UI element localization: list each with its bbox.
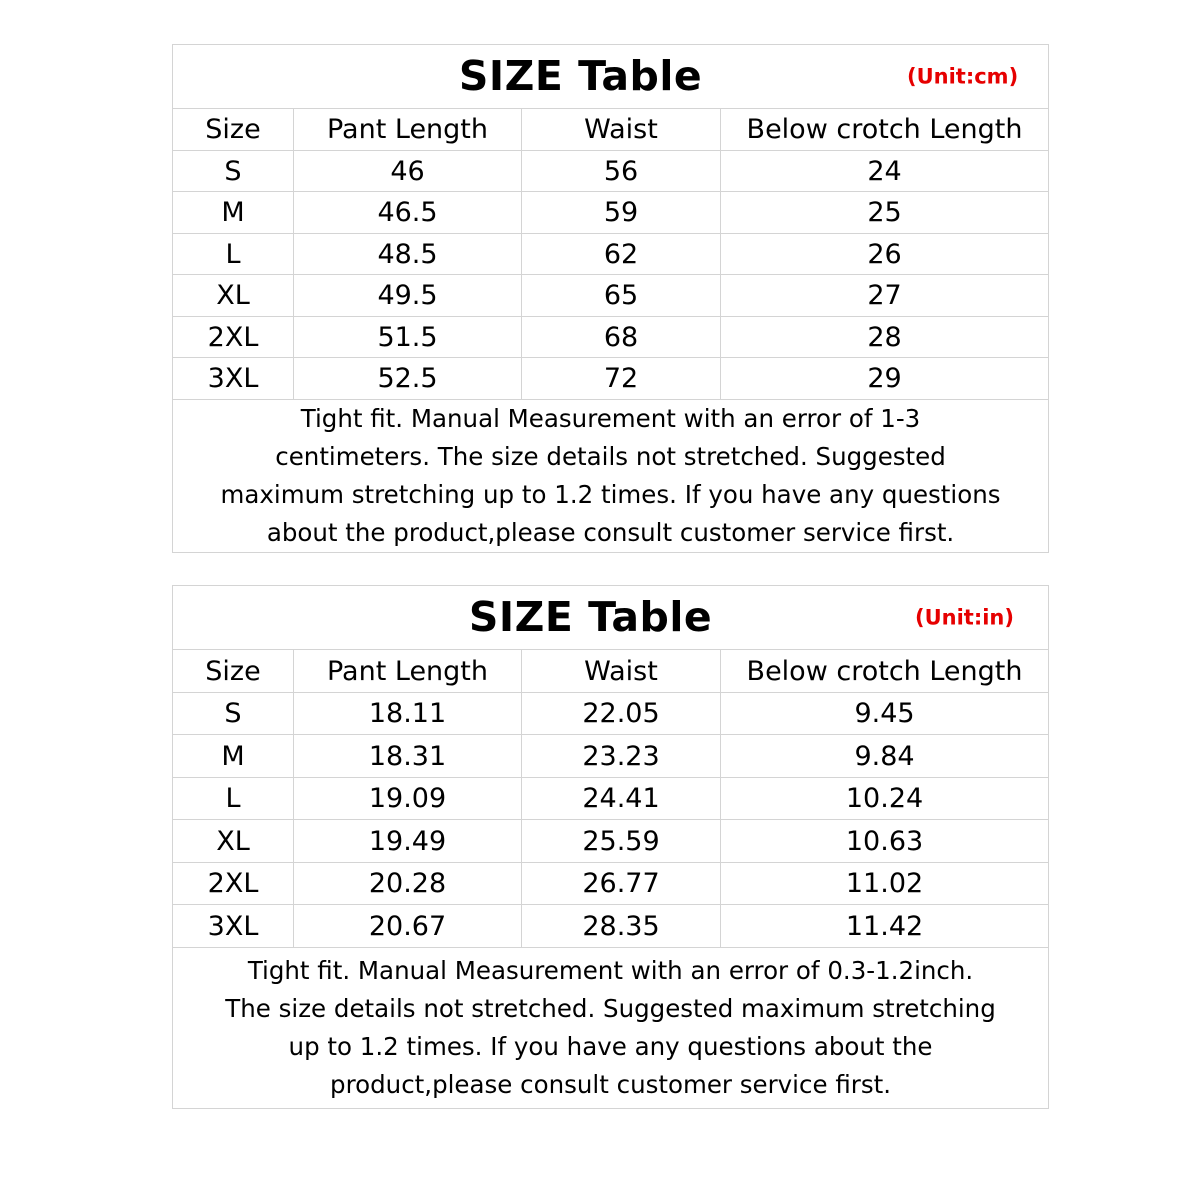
table-note	[173, 948, 1049, 1109]
note-line: Tight fit. Manual Measurement with an error of 1-3	[300, 404, 921, 433]
cell-waist: 28.35	[522, 905, 721, 948]
table-row	[173, 905, 1049, 948]
cell-pant-length: 48.5	[294, 234, 522, 275]
table-note	[173, 400, 1049, 553]
unit-label: (Unit:in)	[915, 605, 1014, 629]
cell-pant-length: 51.5	[294, 317, 522, 358]
header-below-crotch-length: Below crotch Length	[721, 109, 1049, 151]
cell-waist: 26.77	[522, 863, 721, 905]
header-pant-length: Pant Length	[294, 650, 522, 693]
cell-waist: 24.41	[522, 778, 721, 820]
cell-below-crotch-length: 29	[721, 358, 1049, 400]
cell-size: XL	[173, 820, 294, 863]
cell-below-crotch-length: 10.24	[721, 778, 1049, 820]
cell-pant-length: 46	[294, 151, 522, 192]
cell-below-crotch-length: 10.63	[721, 820, 1049, 863]
header-row	[173, 109, 1049, 151]
cell-pant-length: 52.5	[294, 358, 522, 400]
cell-pant-length: 19.09	[294, 778, 522, 820]
header-below-crotch-length: Below crotch Length	[721, 650, 1049, 693]
cell-size: M	[173, 735, 294, 778]
header-size: Size	[173, 109, 294, 151]
table-row	[173, 863, 1049, 905]
size-table-in	[172, 585, 1049, 1109]
cell-pant-length: 49.5	[294, 275, 522, 317]
cell-below-crotch-length: 11.42	[721, 905, 1049, 948]
header-waist: Waist	[522, 650, 721, 693]
cell-below-crotch-length: 26	[721, 234, 1049, 275]
table-row	[173, 317, 1049, 358]
cell-size: L	[173, 778, 294, 820]
note-line: up to 1.2 times. If you have any questions about the	[288, 1032, 933, 1061]
cell-waist: 65	[522, 275, 721, 317]
header-pant-length: Pant Length	[294, 109, 522, 151]
cell-waist: 56	[522, 151, 721, 192]
cell-pant-length: 18.11	[294, 693, 522, 735]
cell-below-crotch-length: 27	[721, 275, 1049, 317]
cell-below-crotch-length: 25	[721, 192, 1049, 234]
cell-size: 2XL	[173, 863, 294, 905]
table-row	[173, 192, 1049, 234]
cell-size: L	[173, 234, 294, 275]
table-row	[173, 693, 1049, 735]
cell-waist: 68	[522, 317, 721, 358]
cell-pant-length: 46.5	[294, 192, 522, 234]
cell-below-crotch-length: 24	[721, 151, 1049, 192]
cell-below-crotch-length: 9.84	[721, 735, 1049, 778]
note-line: The size details not stretched. Suggested maximum stretching	[225, 994, 996, 1024]
size-table-cm	[172, 44, 1049, 553]
note-line: centimeters. The size details not stretched. Suggested	[275, 441, 946, 471]
note-line: Tight fit. Manual Measurement with an error of 0.3-1.2inch.	[247, 956, 974, 986]
cell-waist: 22.05	[522, 693, 721, 735]
table-row	[173, 820, 1049, 863]
cell-waist: 59	[522, 192, 721, 234]
header-size: Size	[173, 650, 294, 693]
cell-size: 3XL	[173, 358, 294, 400]
cell-below-crotch-length: 11.02	[721, 863, 1049, 905]
unit-label: (Unit:cm)	[907, 64, 1019, 88]
cell-size: XL	[173, 275, 294, 317]
table-row	[173, 234, 1049, 275]
table-row	[173, 778, 1049, 820]
cell-waist: 62	[522, 234, 721, 275]
cell-pant-length: 19.49	[294, 820, 522, 863]
cell-below-crotch-length: 28	[721, 317, 1049, 358]
cell-waist: 23.23	[522, 735, 721, 778]
table-title: SIZE Table	[458, 52, 703, 100]
table-title: SIZE Table	[468, 593, 713, 641]
table-row	[173, 275, 1049, 317]
table-title-row	[173, 586, 1049, 650]
cell-waist: 25.59	[522, 820, 721, 863]
note-line: maximum stretching up to 1.2 times. If you have any questions	[220, 479, 1001, 509]
cell-pant-length: 18.31	[294, 735, 522, 778]
cell-pant-length: 20.67	[294, 905, 522, 948]
table-row	[173, 358, 1049, 400]
table-row	[173, 735, 1049, 778]
table-title-row	[173, 45, 1049, 109]
note-line: about the product,please consult customer service first.	[266, 517, 955, 547]
cell-size: 2XL	[173, 317, 294, 358]
table-row	[173, 151, 1049, 192]
cell-pant-length: 20.28	[294, 863, 522, 905]
cell-below-crotch-length: 9.45	[721, 693, 1049, 735]
cell-size: S	[173, 693, 294, 735]
header-waist: Waist	[522, 109, 721, 151]
cell-size: S	[173, 151, 294, 192]
header-row	[173, 650, 1049, 693]
note-line: product,please consult customer service first.	[330, 1069, 891, 1099]
cell-waist: 72	[522, 358, 721, 400]
cell-size: 3XL	[173, 905, 294, 948]
cell-size: M	[173, 192, 294, 234]
